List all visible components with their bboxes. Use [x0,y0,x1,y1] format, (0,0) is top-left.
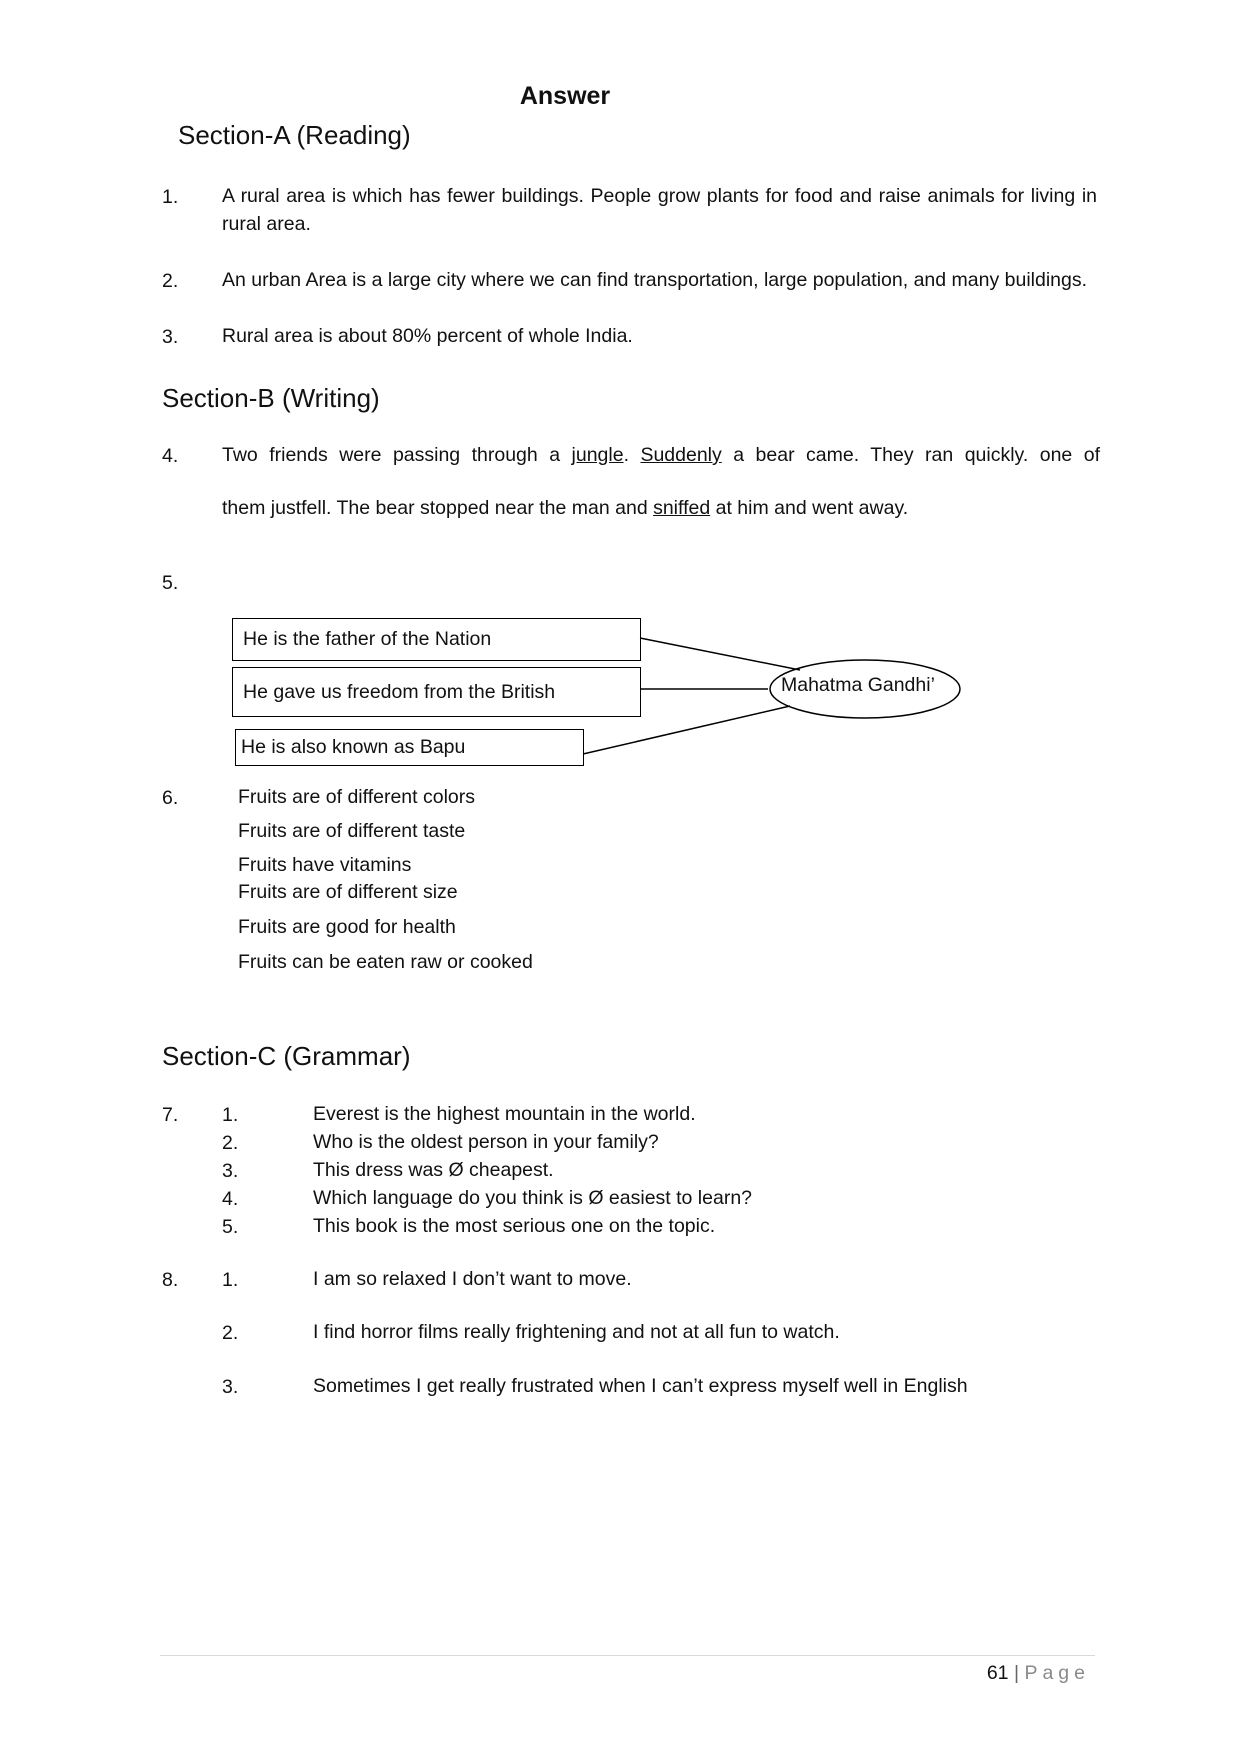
section-c-heading: Section-C (Grammar) [162,1041,411,1071]
q7-sub-text: This dress was Ø cheapest. [313,1159,554,1181]
q5-box-1: He is the father of the Nation [232,618,641,661]
q1-text: A rural area is which has fewer buildings. People grow plants for food and raise animals for living in rural area. [222,185,1097,235]
q1-number: 1. [162,186,179,208]
q5-oval-label: Mahatma Gandhi’ [781,674,935,696]
q6-number: 6. [162,787,179,809]
q5-number: 5. [162,572,179,594]
q5-box-3: He is also known as Bapu [235,729,584,766]
q6-line-2: Fruits are of different taste [238,820,466,842]
q7-sub-number: 4. [222,1188,239,1210]
q7-number: 7. [162,1104,179,1126]
q5-box-2: He gave us freedom from the British [232,667,641,717]
word-sniffed: sniffed [653,497,711,519]
q8-sub-number: 1. [222,1269,239,1291]
q6-line-1: Fruits are of different colors [238,786,475,808]
q7-sub-number: 1. [222,1104,239,1126]
word-jungle: jungle [571,444,624,466]
q3-text: Rural area is about 80% percent of whole India. [222,325,633,347]
q7-sub-text: Which language do you think is Ø easiest to learn? [313,1187,753,1209]
q3-number: 3. [162,326,179,348]
section-b-heading: Section-B (Writing) [162,383,380,413]
q4-line-1: Two friends were passing through a jungle. Suddenly a bear came. They ran quickly. one of [222,444,1100,466]
q8-number: 8. [162,1269,179,1291]
q4-number: 4. [162,445,179,467]
q2-number: 2. [162,270,179,292]
page-number: 61 | Page [986,1662,1090,1684]
q2-text: An urban Area is a large city where we can find transportation, large population, and many buildings. [222,269,1088,291]
q4-line-2: them justfell. The bear stopped near the man and sniffed at him and went away. [222,497,909,519]
q8-sub-text: I find horror films really frightening and not at all fun to watch. [313,1321,840,1343]
q7-sub-number: 3. [222,1160,239,1182]
q8-sub-number: 3. [222,1376,239,1398]
word-suddenly: Suddenly [640,444,722,466]
footer-rule [160,1655,1095,1656]
q8-sub-text: Sometimes I get really frustrated when I can’t express myself well in English [313,1375,968,1397]
q7-sub-number: 5. [222,1216,239,1238]
q8-sub-number: 2. [222,1322,239,1344]
q8-sub-text: I am so relaxed I don’t want to move. [313,1268,632,1290]
page-title: Answer [519,82,611,110]
q6-line-6: Fruits can be eaten raw or cooked [238,951,533,973]
q6-line-5: Fruits are good for health [238,916,456,938]
q7-sub-text: Who is the oldest person in your family? [313,1131,659,1153]
q7-sub-number: 2. [222,1132,239,1154]
q7-sub-text: This book is the most serious one on the topic. [313,1215,716,1237]
q7-sub-text: Everest is the highest mountain in the world. [313,1103,696,1125]
q6-line-4: Fruits are of different size [238,881,458,903]
q6-line-3: Fruits have vitamins [238,854,412,876]
section-a-heading: Section-A (Reading) [178,120,411,150]
